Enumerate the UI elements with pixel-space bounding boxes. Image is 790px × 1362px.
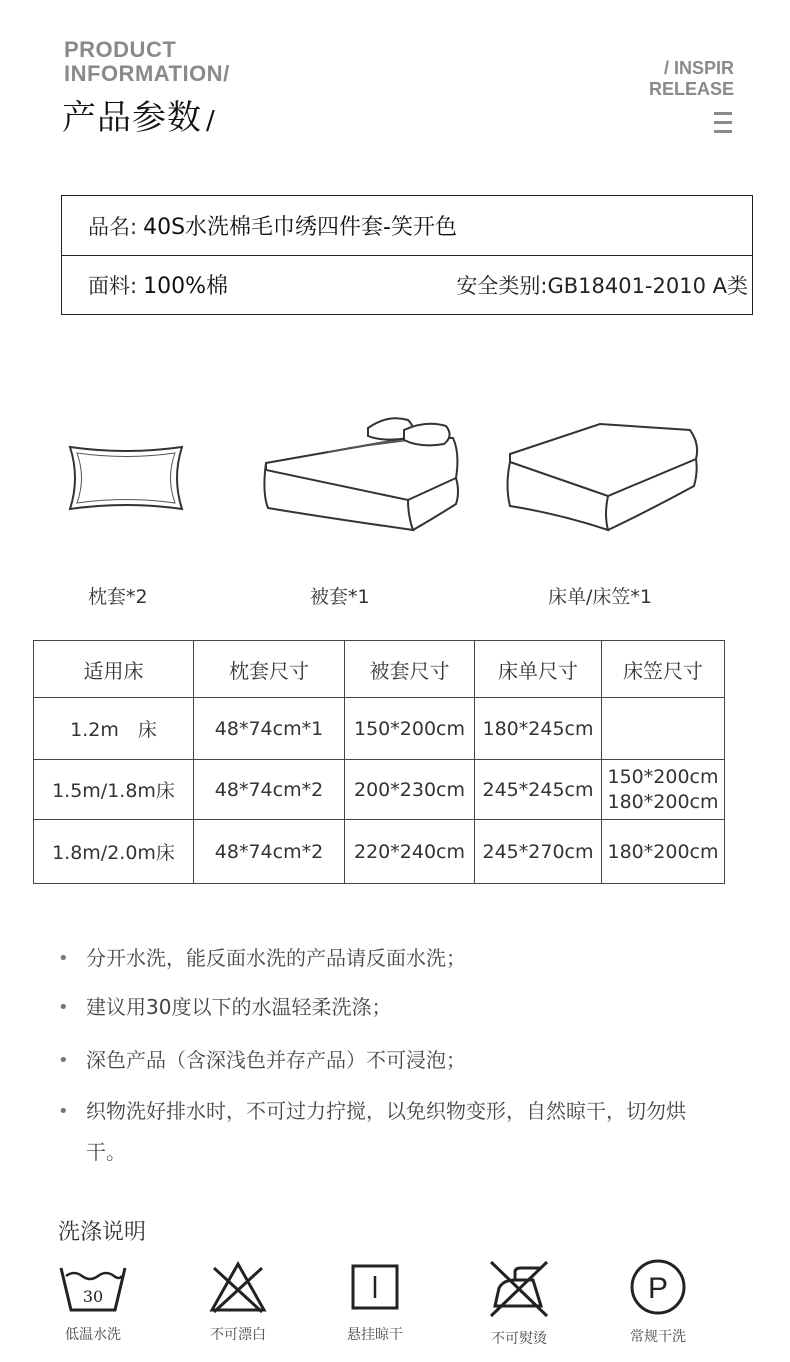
care-notes-list <box>58 938 738 1173</box>
duvet-bed-icon <box>258 408 468 533</box>
header-en-line2: INFORMATION/ <box>64 61 230 86</box>
safety-category: 安全类别:GB18401-2010 A类 <box>456 273 748 298</box>
wash-symbol-no-iron <box>459 1258 579 1348</box>
table-row <box>34 698 725 760</box>
product-name-value: 40S水洗棉毛巾绣四件套-笑开色 <box>143 215 457 240</box>
dry-clean-letter: P <box>647 1272 669 1305</box>
header-en-line1: PRODUCT <box>64 37 177 62</box>
header-tagline <box>649 58 734 100</box>
page-title <box>62 90 216 139</box>
table-cell: 245*245cm <box>475 760 602 820</box>
product-info-box <box>61 195 753 315</box>
table-cell: 1.2m 床 <box>34 698 194 760</box>
table-cell: 180*245cm <box>475 698 602 760</box>
table-cell <box>602 698 725 760</box>
line-dry-icon <box>347 1258 403 1314</box>
table-row <box>34 760 725 820</box>
product-name-label: 品名: <box>88 214 138 239</box>
wash-label: 不可漂白 <box>210 1327 266 1343</box>
wash-section-title: 洗涤说明 <box>58 1220 147 1245</box>
table-cell: 150*200cm <box>345 698 475 760</box>
size-spec-table <box>33 640 725 884</box>
list-item: • 分开水洗，能反面水洗的产品请反面水洗； <box>58 938 738 979</box>
table-cell: 1.8m/2.0m床 <box>34 820 194 884</box>
fabric-value: 100%棉 <box>143 274 228 299</box>
list-item: • 深色产品（含深浅色并存产品）不可浸泡； <box>58 1040 738 1081</box>
header-pillowcase-size: 枕套尺寸 <box>194 641 345 698</box>
fitted-size-line: 180*200cm <box>607 790 719 813</box>
table-cell: 180*200cm <box>602 820 725 884</box>
header-bed: 适用床 <box>34 641 194 698</box>
page-title-text: 产品参数 <box>62 98 202 138</box>
item-caption-sheet: 床单/床笠*1 <box>548 586 652 608</box>
product-name-row <box>62 196 752 256</box>
wash-label: 低温水洗 <box>65 1327 121 1343</box>
table-cell: 1.5m/1.8m床 <box>34 760 194 820</box>
table-cell: 245*270cm <box>475 820 602 884</box>
table-cell-fitted-multi <box>602 760 725 820</box>
wash-30-icon <box>57 1258 129 1314</box>
dry-clean-p-icon <box>628 1258 688 1316</box>
list-item: • 建议用30度以下的水温轻柔洗涤； <box>58 987 738 1028</box>
table-cell: 48*74cm*2 <box>194 820 345 884</box>
wash-symbol-low-temp <box>33 1258 153 1344</box>
no-bleach-icon <box>206 1258 270 1314</box>
table-cell: 220*240cm <box>345 820 475 884</box>
tagline-line2: RELEASE <box>648 79 734 99</box>
table-header-row <box>34 641 725 698</box>
wash-label: 常规干洗 <box>630 1329 686 1345</box>
bed-sheet-icon <box>500 414 706 536</box>
title-slash: / <box>206 106 216 136</box>
wash-symbol-line-dry <box>315 1258 435 1344</box>
fabric-label: 面料: <box>88 273 138 298</box>
table-cell: 48*74cm*1 <box>194 698 345 760</box>
menu-icon[interactable] <box>714 112 732 134</box>
fitted-size-line: 150*200cm <box>607 765 719 788</box>
no-iron-icon <box>485 1258 553 1318</box>
wash-temp-text: 30 <box>82 1287 104 1306</box>
item-caption-duvet: 被套*1 <box>310 586 370 608</box>
wash-label: 悬挂晾干 <box>347 1327 403 1343</box>
pillowcase-icon <box>62 440 190 516</box>
table-cell: 200*230cm <box>345 760 475 820</box>
header-english-title <box>64 38 230 86</box>
wash-symbol-dry-clean <box>598 1258 718 1346</box>
wash-symbol-no-bleach <box>178 1258 298 1344</box>
header-fitted-size: 床笠尺寸 <box>602 641 725 698</box>
tagline-line1: / INSPIR <box>663 58 734 78</box>
wash-label: 不可熨烫 <box>491 1331 547 1347</box>
item-caption-pillowcase: 枕套*2 <box>88 586 148 608</box>
table-cell: 48*74cm*2 <box>194 760 345 820</box>
table-row <box>34 820 725 884</box>
header-duvet-size: 被套尺寸 <box>345 641 475 698</box>
header-sheet-size: 床单尺寸 <box>475 641 602 698</box>
fabric-row <box>62 255 752 314</box>
list-item: • 织物洗好排水时，不可过力拧搅，以免织物变形，自然晾干，切勿烘干。 <box>58 1091 706 1173</box>
